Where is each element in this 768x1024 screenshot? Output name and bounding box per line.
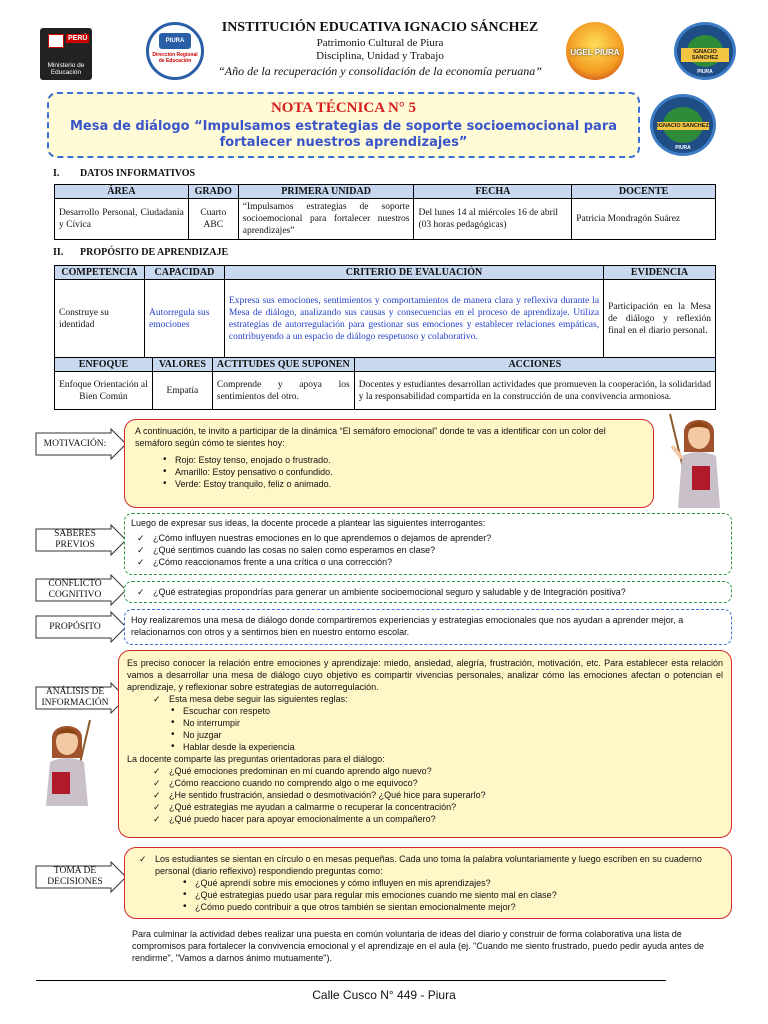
shield-icon xyxy=(48,34,64,48)
header-motto: “Año de la recuperación y consolidación de la economía peruana” xyxy=(218,64,542,78)
header xyxy=(170,20,590,79)
list-item: ✓ ¿Qué puedo hacer para apoyar emocionalmente a un compañero? xyxy=(147,813,723,825)
stage-label: MOTIVACIÓN: xyxy=(43,438,107,449)
toma-box xyxy=(124,847,732,919)
toma-list xyxy=(133,877,723,913)
col-header: ÁREA xyxy=(55,185,189,199)
list-item: • Rojo: Estoy tenso, enojado o frustrado. xyxy=(153,454,643,466)
table-cell: Desarrollo Personal, Ciudadanía y Cívica xyxy=(55,199,189,240)
table-cell: “Impulsamos estrategias de soporte socioemocional para fortalecer nuestros aprendizajes” xyxy=(238,199,414,240)
analisis-rules-intro-list xyxy=(127,693,723,705)
stage-label: SABERES PREVIOS xyxy=(54,529,96,550)
saberes-box xyxy=(124,513,732,575)
crest-bottom-label: PIURA xyxy=(697,69,713,75)
proposito-table xyxy=(54,265,716,358)
list-item: ✓ Esta mesa debe seguir las siguientes reglas: xyxy=(147,693,723,705)
datos-table xyxy=(54,184,716,240)
list-item: • No interrumpir xyxy=(161,717,723,729)
title-box xyxy=(47,92,640,158)
col-header: VALORES xyxy=(152,358,212,372)
section-label: PROPÓSITO DE APRENDIZAJE xyxy=(80,247,229,258)
saberes-list xyxy=(131,532,725,568)
list-item: • No juzgar xyxy=(161,729,723,741)
table-cell: Del lunes 14 al miércoles 16 de abril (03 horas pedagógicas) xyxy=(414,199,572,240)
school-crest-logo-2 xyxy=(650,94,716,156)
footer-address: Calle Cusco N° 449 - Piura xyxy=(312,988,456,1002)
dre-top-label: PIURA xyxy=(159,33,191,49)
stage-label: TOMA DE DECISIONES xyxy=(47,866,103,887)
table-cell: Empatía xyxy=(152,372,212,410)
closing-text: Para culminar la actividad debes realizar una puesta en común voluntaria de ideas del diario y construir de forma colaborativa una lista de compromisos para fortalecer la convivencia emocional y el aprendizaje en el aula (ej. "Cuando me siento frustrado, puedo pedir ayuda antes de rendirme", "Vamos a darnos ánimo mutuamente"). xyxy=(132,929,705,963)
teacher-illustration xyxy=(664,410,734,510)
table-cell: Cuarto ABC xyxy=(188,199,238,240)
ugel-piura-logo xyxy=(566,22,624,80)
list-item: ✓ ¿Qué sentimos cuando las cosas no salen como esperamos en clase? xyxy=(131,544,725,556)
col-header: FECHA xyxy=(414,185,572,199)
proposito-box xyxy=(124,609,732,645)
col-header: ACTITUDES QUE SUPONEN xyxy=(212,358,354,372)
ugel-label: UGEL PIURA xyxy=(570,48,620,57)
list-item: ✓ ¿Cómo reaccionamos frente a una crítica o una corrección? xyxy=(131,556,725,568)
conflicto-list xyxy=(131,586,725,598)
col-header: CAPACIDAD xyxy=(144,266,224,280)
analisis-text: Es preciso conocer la relación entre emociones y aprendizaje: miedo, ansiedad, alegría, frustración, motivación, etc. Para establecer esta relación vamos a desarrollar una mesa de diálogo cuyo objetivo es compartir vivencias personales, analizar cómo las emociones afectan o potencian el aprendizaje, y reflexionar sobre estrategias de autorregulación. xyxy=(127,658,723,692)
analisis-questions xyxy=(127,765,723,825)
peru-label: PERÚ xyxy=(68,35,88,42)
motivacion-list xyxy=(135,454,643,490)
table-cell: Participación en la Mesa de diálogo y reflexión final en el diario personal. xyxy=(604,280,716,358)
col-header: EVIDENCIA xyxy=(604,266,716,280)
table-cell: Construye su identidad xyxy=(55,280,145,358)
col-header: CRITERIO DE EVALUACIÓN xyxy=(224,266,603,280)
section-proposito-heading xyxy=(53,247,228,258)
stage-proposito xyxy=(35,611,127,643)
table-cell: Enfoque Orientación al Bien Común xyxy=(55,372,153,410)
stage-saberes xyxy=(35,524,127,556)
list-item: • ¿Cómo puedo contribuir a que otros también se sientan emocionalmente mejor? xyxy=(173,901,723,913)
section-datos-heading xyxy=(53,168,195,179)
stage-label: ANÁLISIS DE INFORMACIÓN xyxy=(41,687,109,708)
table-cell: Autorregula sus emociones xyxy=(144,280,224,358)
analisis-box xyxy=(118,650,732,838)
minedu-label: Ministerio de Educación xyxy=(47,61,85,76)
list-item: ✓ ¿Qué emociones predominan en mí cuando aprendo algo nuevo? xyxy=(147,765,723,777)
section-number: I. xyxy=(53,168,60,179)
stage-analisis xyxy=(35,682,127,714)
institution-title: INSTITUCIÓN EDUCATIVA IGNACIO SÁNCHEZ xyxy=(221,20,539,35)
note-title: Mesa de diálogo “Impulsamos estrategias de soporte socioemocional para fortalecer nuestros aprendizajes” xyxy=(69,119,618,150)
teacher-illustration-2 xyxy=(38,716,98,808)
table-cell: Comprende y apoya los sentimientos del otro. xyxy=(212,372,354,410)
crest-bottom-label-2: PIURA xyxy=(675,145,691,151)
list-item: • ¿Qué estrategias puedo usar para regular mis emociones cuando me siento mal en clase? xyxy=(173,889,723,901)
col-header: DOCENTE xyxy=(572,185,716,199)
list-item: • Amarillo: Estoy pensativo o confundido. xyxy=(153,466,643,478)
stage-conflicto xyxy=(35,574,127,606)
table-cell: Patricia Mondragón Suárez xyxy=(572,199,716,240)
list-item: • Hablar desde la experiencia xyxy=(161,741,723,753)
col-header: ACCIONES xyxy=(354,358,715,372)
list-item: ✓ Los estudiantes se sientan en círculo o en mesas pequeñas. Cada uno toma la palabra voluntariamente y luego escriben en su cuaderno personal (diario reflexivo) respondiendo preguntas como: xyxy=(133,853,723,877)
motivacion-box xyxy=(124,419,654,508)
col-header: ENFOQUE xyxy=(55,358,153,372)
motivacion-text: A continuación, te invito a participar de la dinámica “El semáforo emocional” donde te vas a identificar con un color del semáforo según cómo te sientes hoy: xyxy=(135,426,606,448)
toma-intro-list xyxy=(133,853,723,877)
footer-divider xyxy=(36,980,666,981)
header-line-1: Patrimonio Cultural de Piura xyxy=(316,37,444,49)
crest-band-label-2: IGNACIO SANCHEZ xyxy=(657,122,709,129)
conflicto-box xyxy=(124,581,732,603)
col-header: PRIMERA UNIDAD xyxy=(238,185,414,199)
stage-motivacion xyxy=(35,428,127,460)
list-item: • Verde: Estoy tranquilo, feliz o animado. xyxy=(153,478,643,490)
dre-label: Dirección Regional de Educación xyxy=(152,52,198,64)
analisis-rules xyxy=(127,705,723,753)
table-cell: Docentes y estudiantes desarrollan actividades que promueven la cooperación, la solidaridad y la responsabilidad compartida en la construcción de una convivencia armoniosa. xyxy=(354,372,715,410)
list-item: ✓ ¿Cómo influyen nuestras emociones en lo que aprendemos o dejamos de aprender? xyxy=(131,532,725,544)
section-label: DATOS INFORMATIVOS xyxy=(80,168,196,179)
school-crest-logo xyxy=(674,22,736,80)
note-number: NOTA TÉCNICA N° 5 xyxy=(270,100,417,116)
enfoque-table xyxy=(54,357,716,410)
proposito-text: Hoy realizaremos una mesa de diálogo donde compartiremos experiencias y estrategias emocionales que nos ayudan a aprender mejor, a relacionarnos con otros y a sentirnos bien en nuestro entorno escolar. xyxy=(131,615,684,637)
minedu-logo xyxy=(40,28,92,80)
list-item: ✓ ¿Qué estrategias propondrías para generar un ambiente socioemocional seguro y saludable y de Integración positiva? xyxy=(131,586,725,598)
col-header: GRADO xyxy=(188,185,238,199)
table-cell: Expresa sus emociones, sentimientos y comportamientos de manera clara y reflexiva durante la Mesa de diálogo, analizando sus causas y consecuencias en el proceso de aprendizaje. Utiliza estrategias de autorregulación para gestionar sus emociones y establecer relaciones empáticas, contribuyendo a un espacio de diálogo respetuoso y colaborativo. xyxy=(224,280,603,358)
stage-toma xyxy=(35,861,127,893)
analisis-q-intro: La docente comparte las preguntas orientadoras para el diálogo: xyxy=(127,754,385,764)
section-number: II. xyxy=(53,247,64,258)
saberes-intro: Luego de expresar sus ideas, la docente procede a plantear las siguientes interrogantes: xyxy=(131,518,486,528)
crest-band-label: IGNACIO SANCHEZ xyxy=(681,48,729,62)
list-item: ✓ ¿Cómo reacciono cuando no comprendo algo o me equivoco? xyxy=(147,777,723,789)
list-item: ✓ ¿He sentido frustración, ansiedad o desmotivación? ¿Qué hice para superarlo? xyxy=(147,789,723,801)
header-line-2: Disciplina, Unidad y Trabajo xyxy=(316,50,444,62)
list-item: ✓ ¿Qué estrategias me ayudan a calmarme o recuperar la concentración? xyxy=(147,801,723,813)
col-header: COMPETENCIA xyxy=(55,266,145,280)
stage-label: CONFLICTO COGNITIVO xyxy=(48,579,102,600)
stage-label: PROPÓSITO xyxy=(49,621,101,632)
list-item: • Escuchar con respeto xyxy=(161,705,723,717)
list-item: • ¿Qué aprendí sobre mis emociones y cómo influyen en mis aprendizajes? xyxy=(173,877,723,889)
